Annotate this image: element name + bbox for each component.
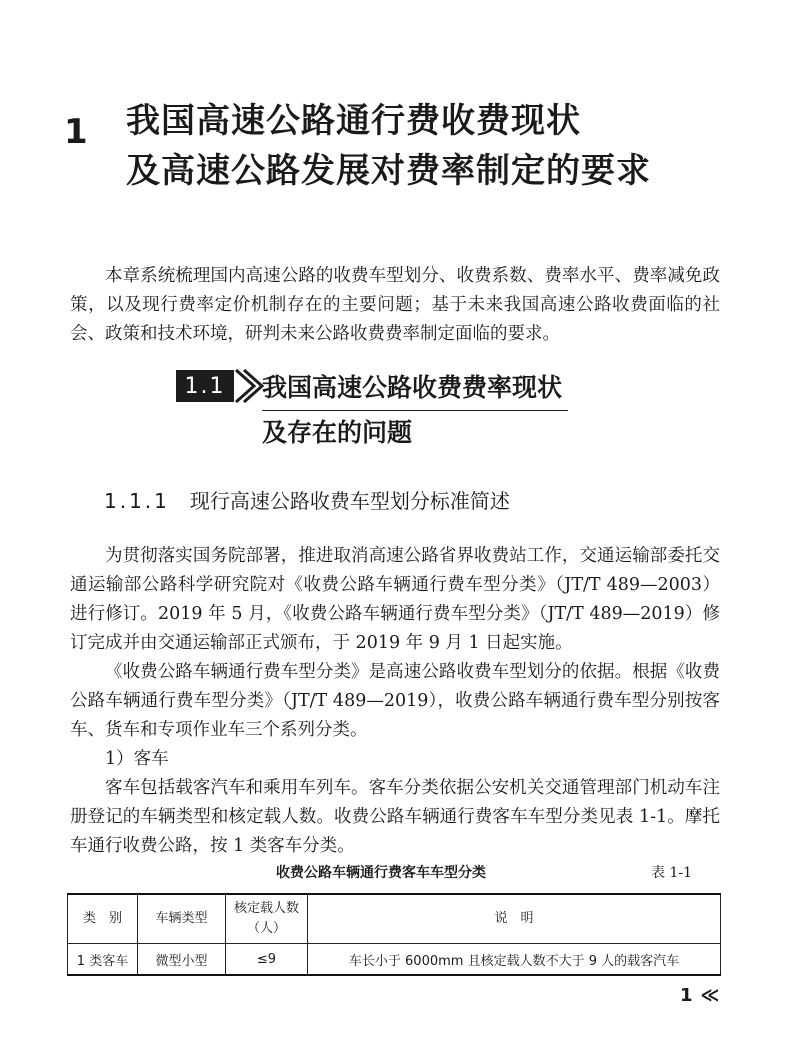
- intro-paragraph: 本章系统梳理国内高速公路的收费车型划分、收费系数、费率水平、费率减免政策，以及现行费率定价机制存在的主要问题；基于未来我国高速公路收费面临的社会、政策和技术环境，研判未来公路收费费率制定面临的要求。: [70, 266, 720, 344]
- table-header-cell: 车辆类型: [138, 894, 226, 944]
- section-number-badge: 1.1: [176, 370, 234, 402]
- chevron-right-icon: [232, 368, 264, 404]
- table-cell: 微型小型: [138, 944, 226, 976]
- section-title: [262, 366, 568, 455]
- subsection-title: 现行高速公路收费车型划分标准简述: [189, 489, 510, 513]
- table-header-cell: 类 别: [68, 894, 138, 944]
- body-paragraph: 《收费公路车辆通行费车型分类》是高速公路收费车型划分的依据。根据《收费公路车辆通行费车型分类》（JT/T 489—2019），收费公路车辆通行费车型分别按客车、货车和专项作业车三个系列分类。: [70, 662, 720, 740]
- table-header-cell: 核定载人数（人）: [226, 894, 308, 944]
- table-label: 表 1-1: [651, 865, 692, 881]
- double-chevron-left-icon: ≪: [700, 985, 720, 1006]
- body-paragraph: 为贯彻落实国务院部署，推进取消高速公路省界收费站工作，交通运输部委托交通运输部公路科学研究院对《收费公路车辆通行费车型分类》（JT/T 489—2003）进行修订。2019 年 5 月，《收费公路车辆通行费车型分类》（JT/T 489—2019）修订完成并由交通运输部正式颁布，于 2019 年 9 月 1 日起实施。: [70, 546, 720, 653]
- subsection-number: 1.1.1: [104, 489, 170, 513]
- table-cell: 车长小于 6000mm 且核定载人数不大于 9 人的载客汽车: [308, 944, 721, 976]
- table-title: 收费公路车辆通行费客车车型分类: [276, 865, 486, 881]
- page-number: 1: [680, 985, 693, 1006]
- chapter-title-line1: 我国高速公路通行费收费现状: [126, 101, 581, 141]
- vehicle-class-table: [67, 893, 721, 976]
- body-paragraph: 客车包括载客汽车和乘用车列车。客车分类依据公安机关交通管理部门机动车注册登记的车辆类型和核定载人数。收费公路车辆通行费客车车型分类见表 1-1。摩托车通行收费公路，按 1 类客车分类。: [70, 778, 720, 856]
- chapter-number: 1: [64, 112, 88, 152]
- page-footer: [680, 985, 719, 1006]
- table-cell: ≤9: [226, 944, 308, 976]
- table-cell: 1 类客车: [68, 944, 138, 976]
- list-heading: 1）客车: [105, 749, 169, 769]
- table-row: [68, 944, 721, 976]
- table-header-cell: 说 明: [308, 894, 721, 944]
- chapter-title-line2: 及高速公路发展对费率制定的要求: [126, 151, 651, 191]
- chapter-title: [126, 96, 651, 196]
- table-header-row: [68, 894, 721, 944]
- section-title-line2: 及存在的问题: [262, 418, 413, 447]
- section-title-line1: 我国高速公路收费费率现状: [262, 366, 568, 411]
- subsection-heading: [104, 485, 510, 514]
